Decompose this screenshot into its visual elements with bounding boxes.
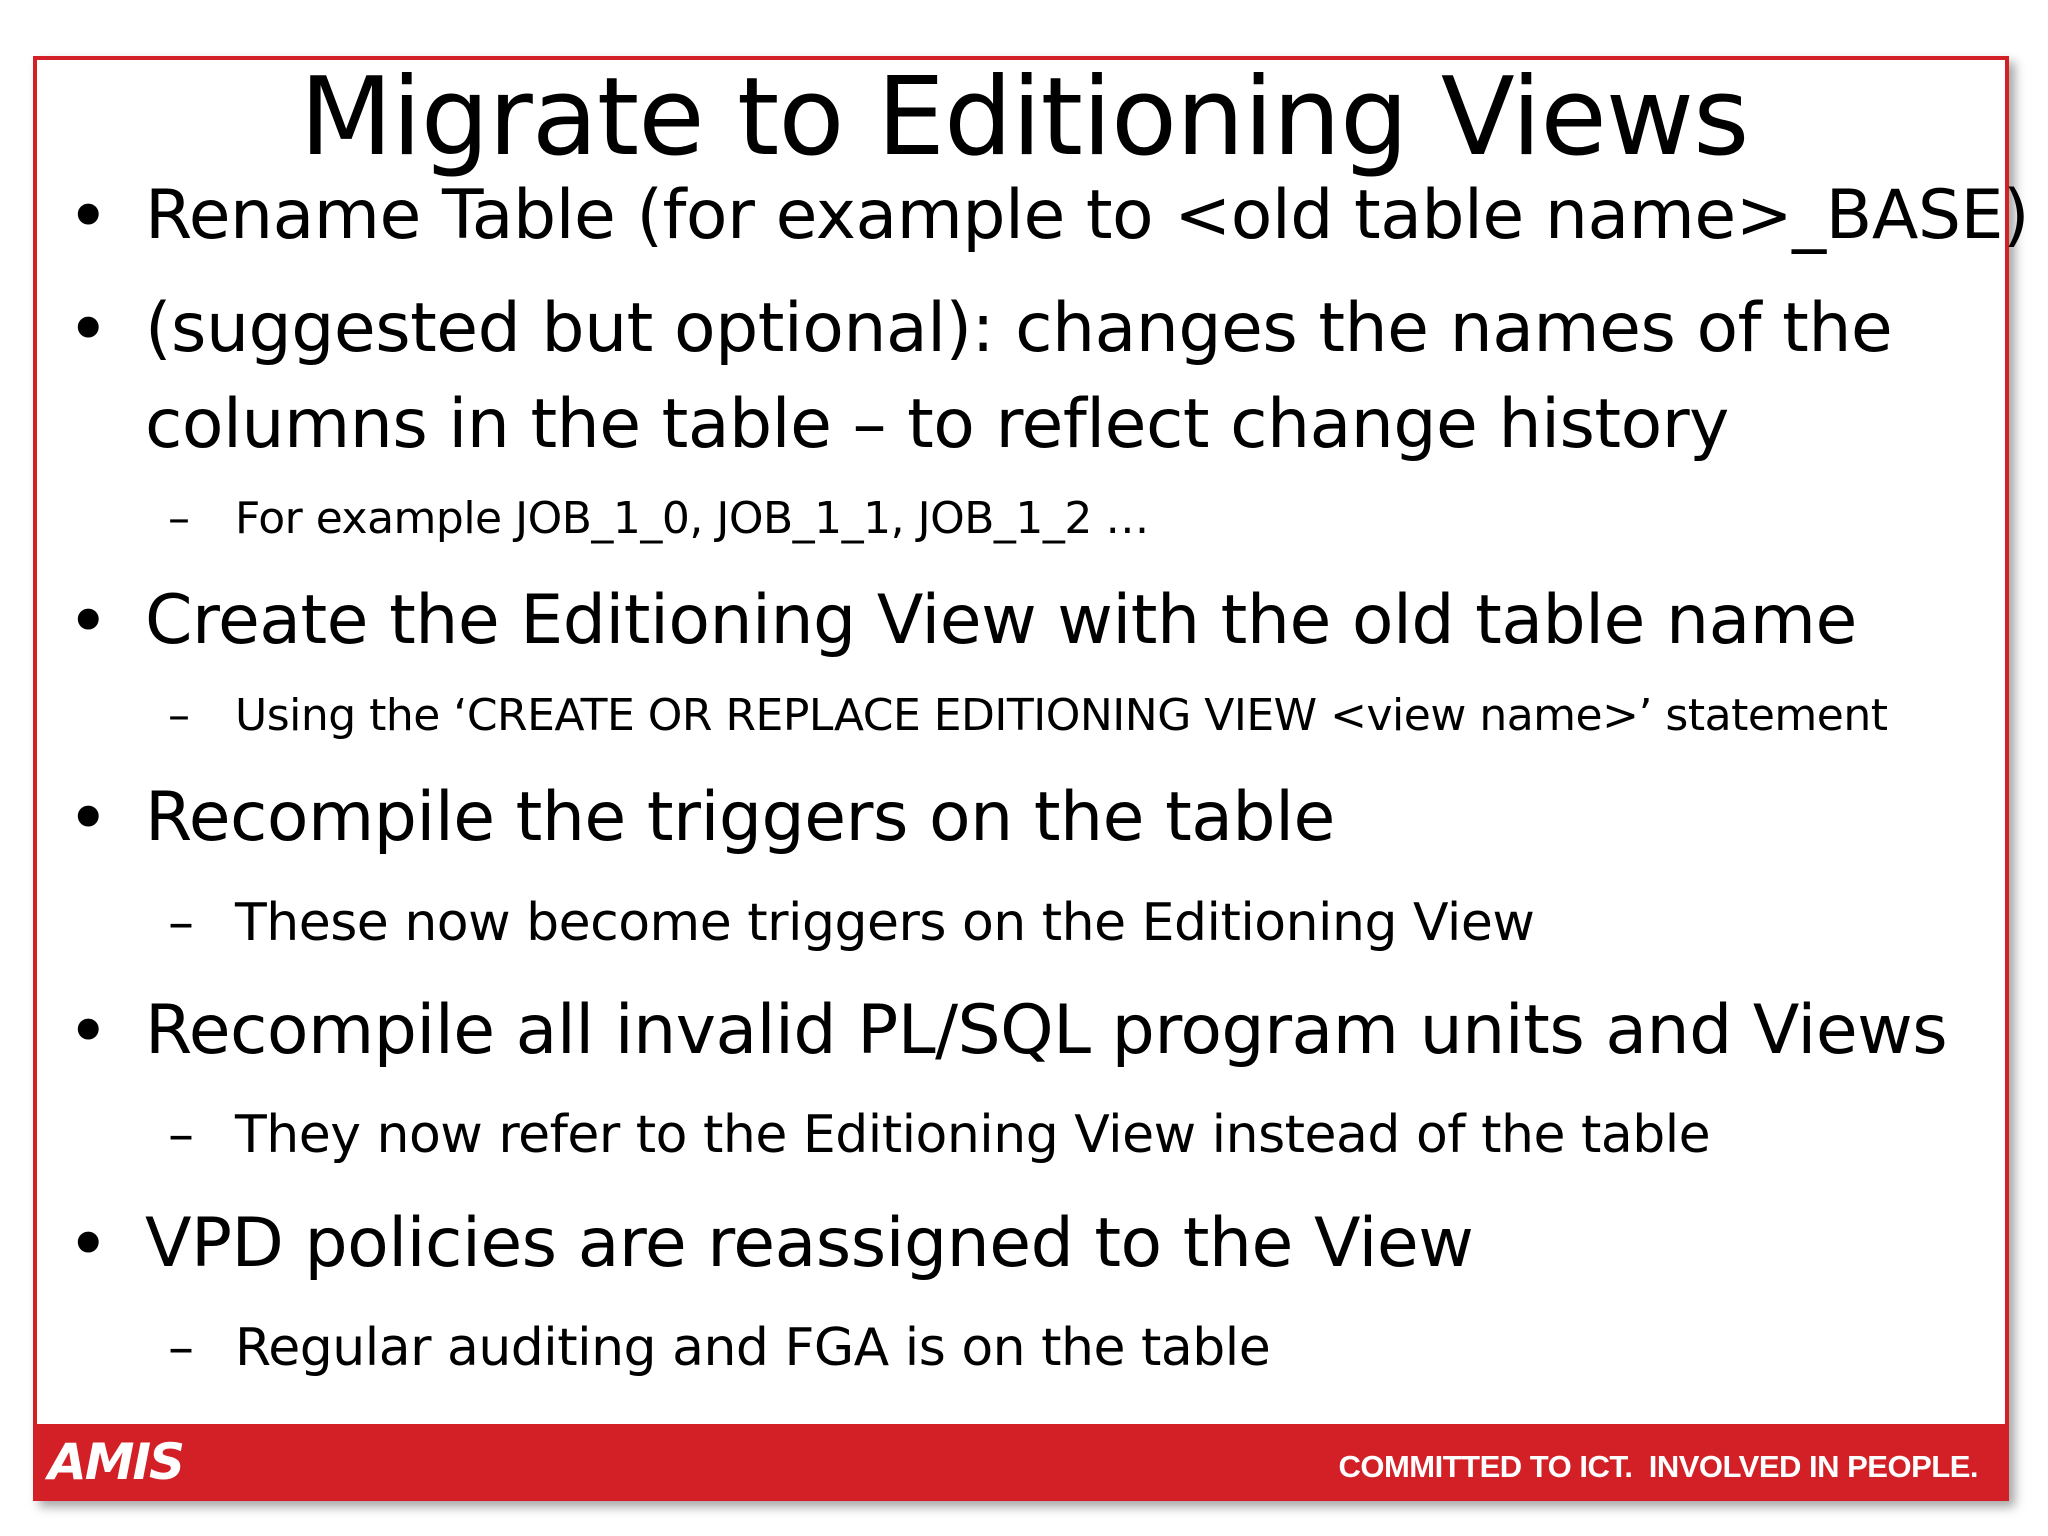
sub-dash: – [168, 1105, 194, 1165]
sub-dash: – [168, 893, 194, 953]
amis-logo: AMIS [48, 1433, 184, 1491]
sub-text: They now refer to the Editioning View instead of the table [235, 1105, 1711, 1165]
bullet-dot: • [67, 989, 110, 1073]
bullet-text: Recompile the triggers on the table [145, 778, 1335, 857]
sub-text: Regular auditing and FGA is on the table [235, 1318, 1271, 1378]
sub-text: Using the ‘CREATE OR REPLACE EDITIONING VIEW <view name>’ statement [235, 690, 1888, 741]
bullet-text: columns in the table – to reflect change history [145, 385, 1729, 464]
bullet-dot: • [67, 579, 110, 663]
sub-dash: – [168, 493, 190, 544]
sub-text: For example JOB_1_0, JOB_1_1, JOB_1_2 … [235, 493, 1149, 544]
bullet-text: Recompile all invalid PL/SQL program units and Views [145, 991, 1948, 1070]
bullet-dot: • [67, 776, 110, 860]
bullet-text: Rename Table (for example to <old table name>_BASE) [145, 176, 2030, 255]
bullet-text: (suggested but optional): changes the names of the [145, 289, 1893, 368]
sub-text: These now become triggers on the Editioning View [235, 893, 1535, 953]
bullet-text: Create the Editioning View with the old table name [145, 581, 1857, 660]
sub-dash: – [168, 690, 190, 741]
footer-tagline: COMMITTED TO ICT. INVOLVED IN PEOPLE. [1338, 1449, 1978, 1484]
bullet-dot: • [67, 287, 110, 371]
bullet-dot: • [67, 1202, 110, 1286]
bullet-text: VPD policies are reassigned to the View [145, 1204, 1474, 1283]
slide-title: Migrate to Editioning Views [299, 55, 1749, 180]
bullet-dot: • [67, 174, 110, 258]
sub-dash: – [168, 1318, 194, 1378]
